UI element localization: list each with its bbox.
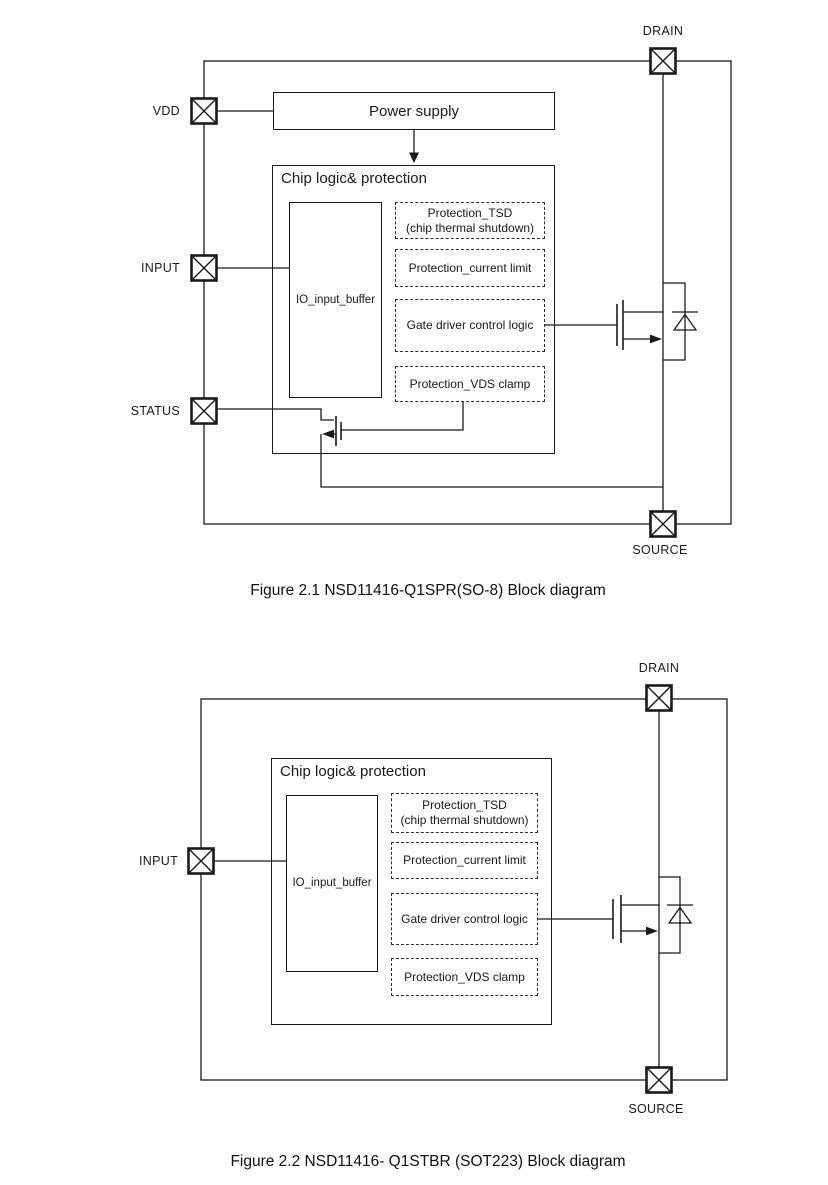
fig1-power-arrowhead-icon: [409, 153, 419, 164]
fig1-pin-input: [192, 256, 217, 281]
fig1-pin-label-vdd: VDD: [152, 104, 180, 118]
fig2-chip-logic-title: Chip logic& protection: [280, 763, 426, 780]
fig1-protection-current-limit-block: [395, 249, 545, 287]
fig2-body-diode-icon: [659, 877, 693, 953]
fig2-protection-current-limit-label: Protection_current limit: [403, 853, 526, 867]
fig1-gate-driver-label: Gate driver control logic: [406, 318, 534, 332]
fig1-pin-label-source: SOURCE: [632, 543, 688, 557]
fig1-power-supply-label: Power supply: [368, 102, 460, 120]
fig1-io-input-buffer-block: [289, 202, 382, 398]
fig2-pin-label-drain: DRAIN: [638, 661, 680, 675]
fig1-pin-source: [651, 512, 676, 537]
fig2-protection-tsd-line2: (chip thermal shutdown): [400, 813, 529, 827]
fig1-chip-logic-title: Chip logic& protection: [281, 170, 427, 187]
fig1-pin-vdd: [192, 99, 217, 124]
fig2-pin-source: [647, 1068, 672, 1093]
fig2-protection-vds-clamp-label: Protection_VDS clamp: [404, 969, 525, 984]
fig2-gate-driver-block: [391, 893, 538, 945]
fig1-pin-status: [192, 399, 217, 424]
figure-2-1-caption: Figure 2.1 NSD11416-Q1SPR(SO-8) Block diagram: [250, 582, 606, 599]
fig2-io-input-buffer-label: IO_input_buffer: [292, 877, 372, 890]
fig1-io-input-buffer-label: IO_input_buffer: [295, 293, 376, 306]
fig1-gate-driver-block: [395, 299, 545, 352]
fig2-pin-label-source: SOURCE: [628, 1102, 684, 1116]
fig2-io-input-buffer-block: [286, 795, 378, 972]
fig1-protection-vds-clamp-label: Protection_VDS clamp: [409, 376, 531, 391]
fig2-pin-drain: [647, 686, 672, 711]
fig1-protection-tsd-block: [395, 202, 545, 239]
fig2-protection-tsd-block: [391, 793, 538, 833]
fig2-protection-vds-clamp-block: [391, 958, 538, 996]
fig1-mosfet-icon: [617, 300, 663, 350]
fig1-protection-tsd-line2: (chip thermal shutdown): [405, 220, 535, 235]
fig1-pin-drain: [651, 49, 676, 74]
fig1-protection-tsd-line1: Protection_TSD: [427, 205, 513, 220]
fig1-body-diode-icon: [663, 283, 698, 360]
fig2-gate-driver-label: Gate driver control logic: [401, 911, 528, 926]
fig1-pin-label-status: STATUS: [130, 404, 180, 418]
fig1-pin-label-input: INPUT: [141, 261, 180, 275]
fig1-protection-current-limit-label: Protection_current limit: [408, 260, 532, 275]
fig2-pin-input: [189, 849, 214, 874]
fig1-pin-label-drain: DRAIN: [642, 24, 684, 38]
fig2-mosfet-icon: [613, 895, 659, 943]
fig2-protection-tsd-line1: Protection_TSD: [422, 798, 507, 812]
fig2-protection-current-limit-block: [391, 842, 538, 879]
figure-2-2-caption: Figure 2.2 NSD11416- Q1STBR (SOT223) Block diagram: [230, 1153, 626, 1170]
fig1-power-supply-block: [273, 92, 555, 130]
fig2-pin-label-input: INPUT: [139, 854, 178, 868]
fig1-protection-vds-clamp-block: [395, 366, 545, 402]
